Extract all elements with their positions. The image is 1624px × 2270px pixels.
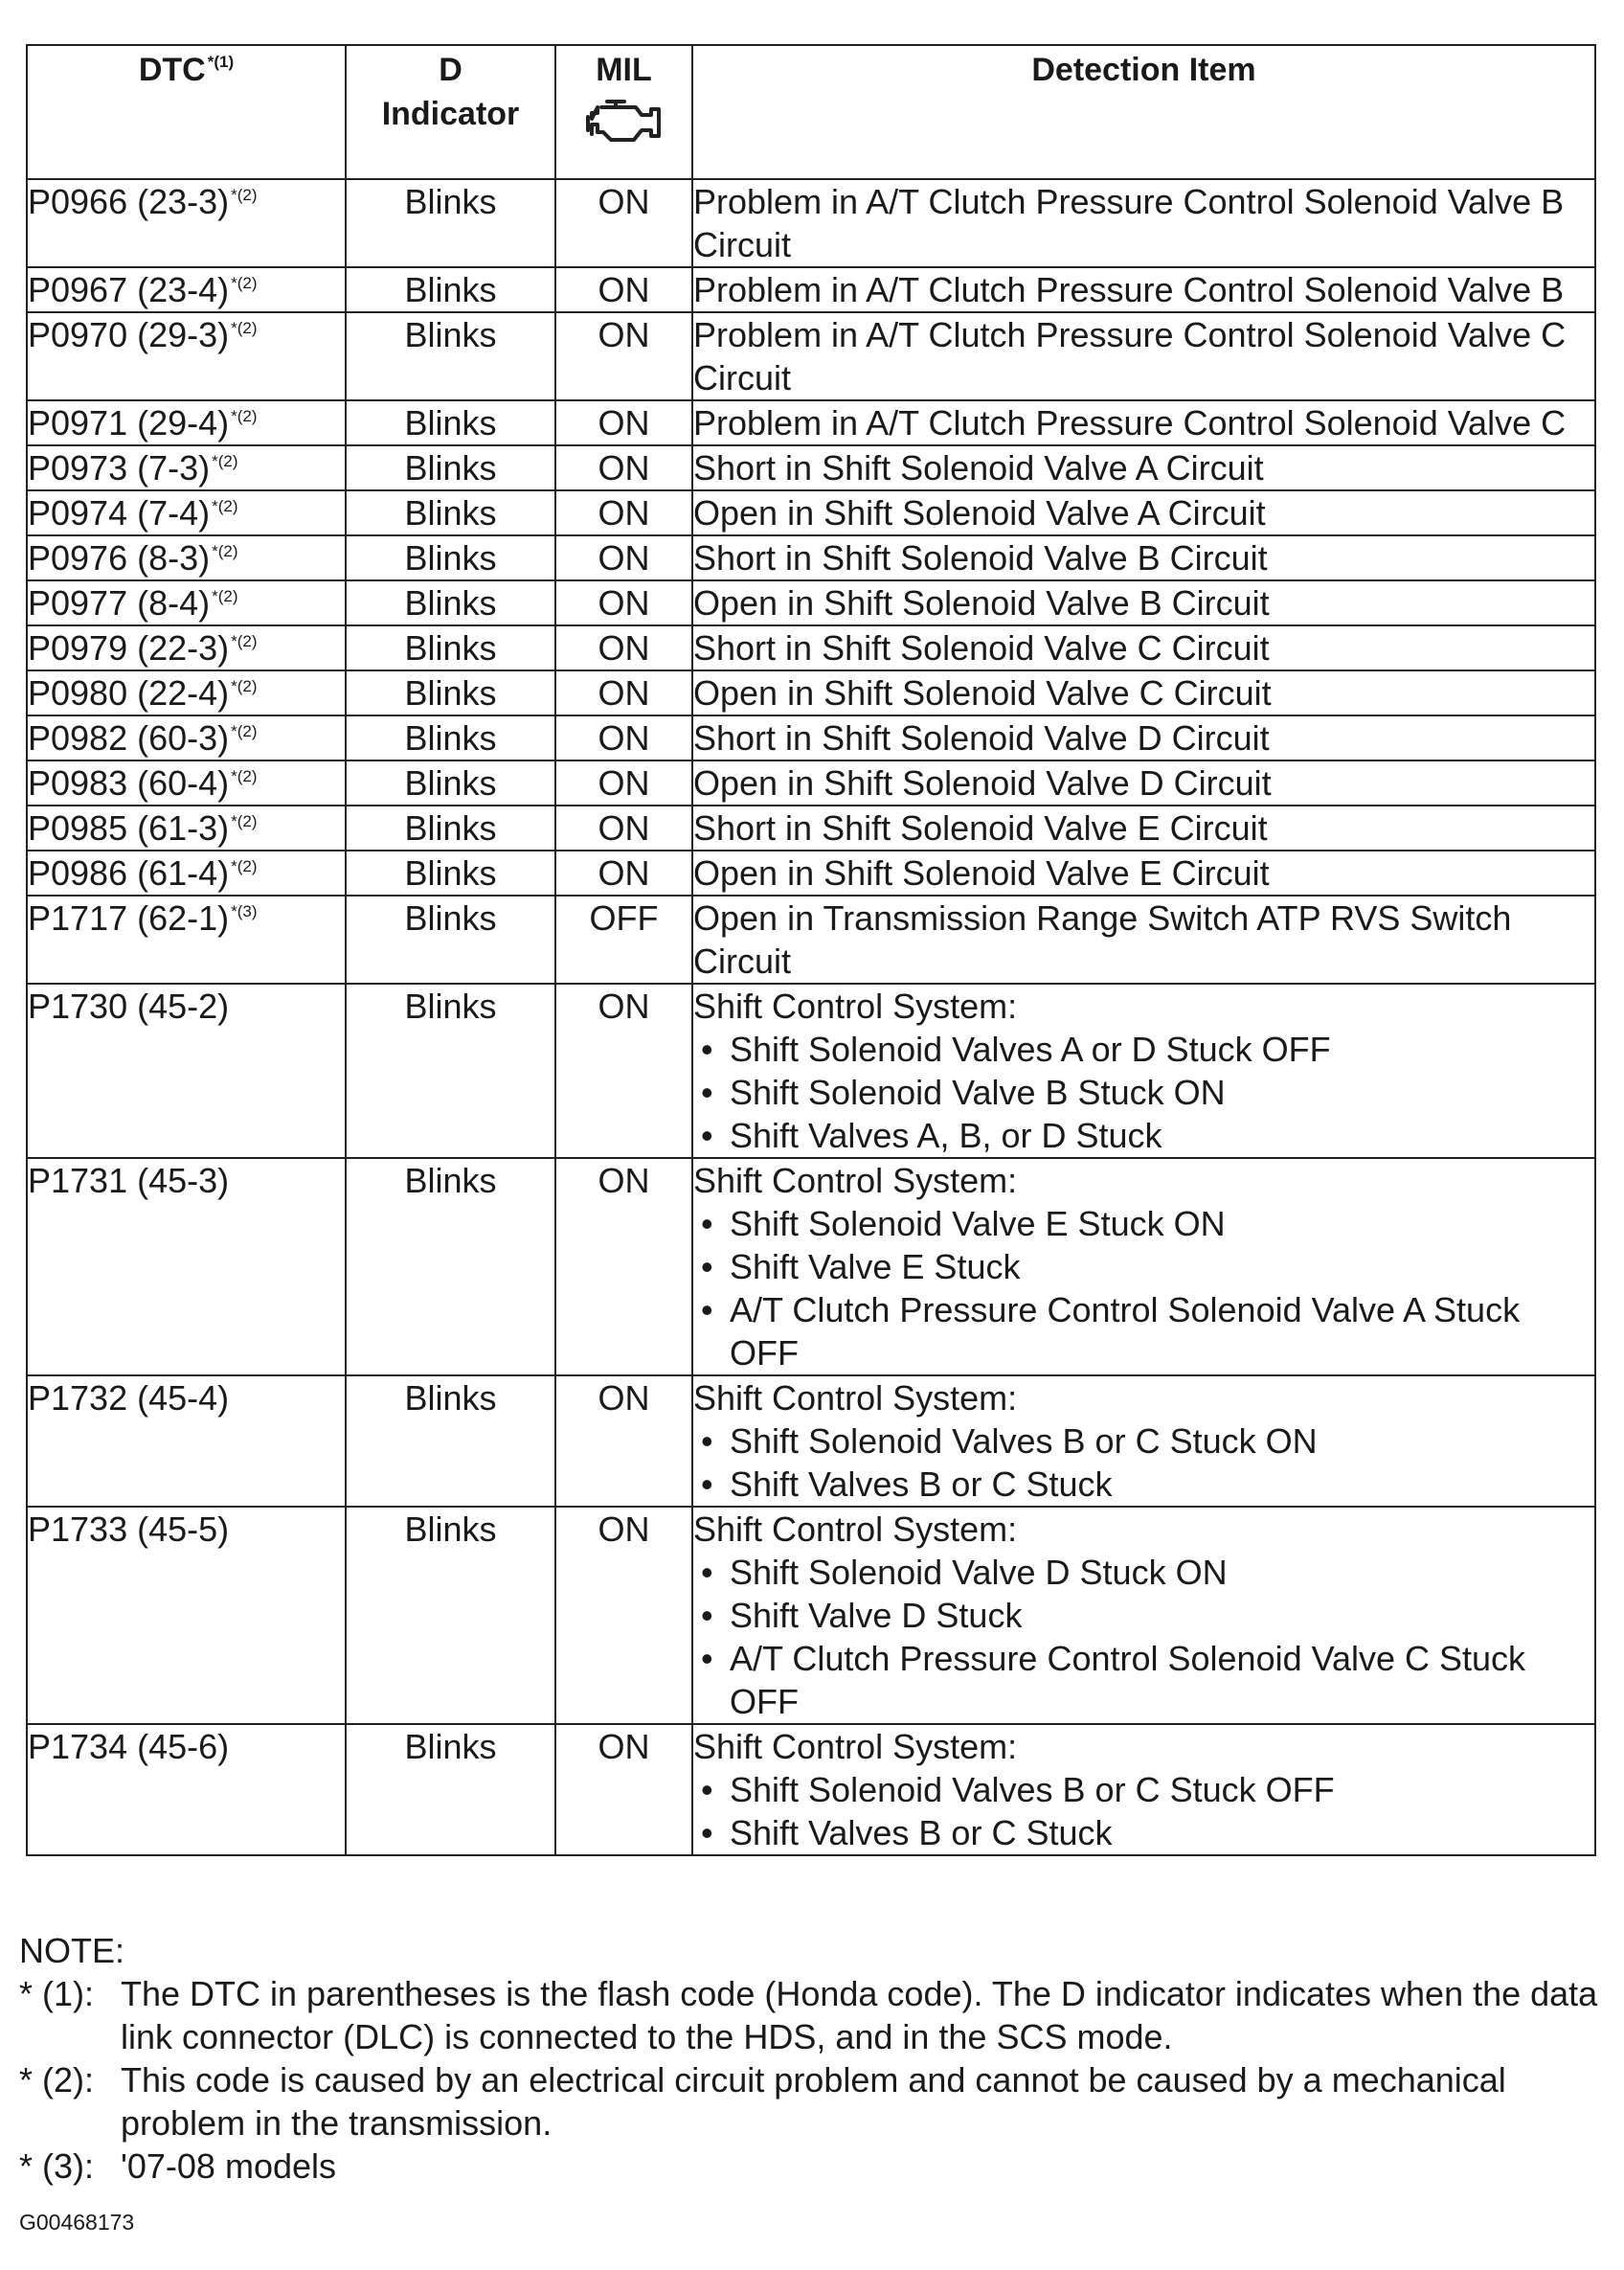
- table-row: [27, 312, 1595, 400]
- detection-item-bullets: [693, 1028, 1594, 1157]
- d-indicator-cell: Blinks: [346, 1507, 555, 1724]
- dtc-footnote-ref: *(2): [212, 452, 238, 470]
- bullet-text: Shift Solenoid Valves B or C Stuck OFF: [730, 1770, 1335, 1809]
- dtc-code-cell: [27, 400, 346, 445]
- detection-item-title: Open in Shift Solenoid Valve A Circuit: [693, 493, 1266, 533]
- header-mil: [555, 45, 692, 179]
- bullet-dot: •: [701, 1464, 713, 1504]
- bullet-text: Shift Solenoid Valves A or D Stuck OFF: [730, 1030, 1331, 1069]
- bullet-text: Shift Valve E Stuck: [730, 1247, 1021, 1286]
- table-row: [27, 984, 1595, 1158]
- dtc-code-cell: [27, 1724, 346, 1855]
- dtc-code-cell: [27, 267, 346, 312]
- bullet-dot: •: [701, 1596, 713, 1635]
- detection-item-cell: [692, 625, 1595, 670]
- list-item: [693, 1288, 1594, 1374]
- detection-item-cell: [692, 1158, 1595, 1375]
- dtc-code-cell: [27, 625, 346, 670]
- mil-status-cell: ON: [555, 806, 692, 851]
- dtc-footnote-ref: *(2): [231, 857, 258, 875]
- detection-item-cell: [692, 312, 1595, 400]
- bullet-text: Shift Solenoid Valve D Stuck ON: [730, 1553, 1228, 1592]
- dtc-code-cell: [27, 580, 346, 625]
- check-engine-icon: [578, 92, 670, 146]
- list-item: [693, 1202, 1594, 1245]
- bullet-dot: •: [701, 1290, 713, 1329]
- detection-item-cell: [692, 490, 1595, 535]
- bullet-dot: •: [701, 1421, 713, 1461]
- dtc-footnote-ref: *(2): [231, 812, 258, 830]
- detection-item-bullets: [693, 1202, 1594, 1374]
- table-header-row: [27, 45, 1595, 179]
- dtc-footnote-ref: *(2): [212, 542, 238, 560]
- detection-item-cell: [692, 715, 1595, 760]
- dtc-code-cell: [27, 535, 346, 580]
- d-indicator-cell: Blinks: [346, 445, 555, 490]
- dtc-code: P0980 (22-4): [28, 673, 230, 713]
- list-item: [693, 1028, 1594, 1071]
- bullet-dot: •: [701, 1116, 713, 1155]
- detection-item-cell: [692, 580, 1595, 625]
- detection-item-cell: [692, 896, 1595, 984]
- d-indicator-cell: Blinks: [346, 1375, 555, 1507]
- table-row: [27, 535, 1595, 580]
- note-item: [19, 2145, 1599, 2188]
- dtc-code: P0974 (7-4): [28, 493, 211, 533]
- detection-item-title: Shift Control System:: [693, 1378, 1018, 1418]
- detection-item-bullets: [693, 1768, 1594, 1854]
- table-row: [27, 670, 1595, 715]
- bullet-text: Shift Solenoid Valves B or C Stuck ON: [730, 1421, 1318, 1461]
- dtc-code-cell: [27, 1507, 346, 1724]
- detection-item-title: Open in Shift Solenoid Valve B Circuit: [693, 583, 1270, 623]
- detection-item-cell: [692, 806, 1595, 851]
- header-d-indicator: [346, 45, 555, 179]
- dtc-table-body: [27, 179, 1595, 1855]
- mil-status-cell: ON: [555, 179, 692, 267]
- dtc-code: P1717 (62-1): [28, 898, 230, 938]
- d-indicator-cell: Blinks: [346, 580, 555, 625]
- detection-item-title: Short in Shift Solenoid Valve D Circuit: [693, 718, 1270, 758]
- dtc-code-cell: [27, 806, 346, 851]
- list-item: [693, 1419, 1594, 1463]
- table-row: [27, 715, 1595, 760]
- dtc-code: P0976 (8-3): [28, 538, 211, 578]
- bullet-dot: •: [701, 1204, 713, 1243]
- detection-item-cell: [692, 851, 1595, 896]
- mil-status-cell: ON: [555, 400, 692, 445]
- note-text: '07-08 models: [121, 2146, 336, 2186]
- d-indicator-cell: Blinks: [346, 670, 555, 715]
- mil-status-cell: ON: [555, 670, 692, 715]
- detection-item-cell: [692, 1724, 1595, 1855]
- detection-item-cell: [692, 179, 1595, 267]
- detection-item-cell: [692, 984, 1595, 1158]
- d-indicator-cell: Blinks: [346, 896, 555, 984]
- mil-status-cell: ON: [555, 535, 692, 580]
- note-item: [19, 2058, 1599, 2145]
- mil-status-cell: ON: [555, 580, 692, 625]
- list-item: [693, 1114, 1594, 1157]
- table-row: [27, 851, 1595, 896]
- detection-item-title: Open in Shift Solenoid Valve D Circuit: [693, 763, 1272, 803]
- d-indicator-cell: Blinks: [346, 490, 555, 535]
- table-row: [27, 806, 1595, 851]
- note-key: * (3):: [19, 2146, 95, 2186]
- bullet-dot: •: [701, 1639, 713, 1678]
- bullet-text: Shift Valves A, B, or D Stuck: [730, 1116, 1162, 1155]
- mil-status-cell: ON: [555, 445, 692, 490]
- dtc-footnote-ref: *(2): [231, 632, 258, 650]
- table-row: [27, 267, 1595, 312]
- dtc-footnote-ref: *(3): [231, 902, 258, 920]
- dtc-code: P0986 (61-4): [28, 853, 230, 893]
- detection-item-title: Problem in A/T Clutch Pressure Control Solenoid Valve B Circuit: [693, 182, 1565, 264]
- bullet-text: Shift Valves B or C Stuck: [730, 1464, 1113, 1504]
- d-indicator-cell: Blinks: [346, 806, 555, 851]
- dtc-code: P0967 (23-4): [28, 270, 230, 309]
- list-item: [693, 1071, 1594, 1114]
- bullet-text: Shift Solenoid Valve B Stuck ON: [730, 1073, 1226, 1112]
- mil-status-cell: OFF: [555, 896, 692, 984]
- dtc-code-cell: [27, 312, 346, 400]
- table-row: [27, 1158, 1595, 1375]
- header-dtc: [27, 45, 346, 179]
- detection-item-bullets: [693, 1551, 1594, 1723]
- note-text: This code is caused by an electrical circuit problem and cannot be caused by a mechanical problem in the transmission.: [121, 2060, 1506, 2143]
- detection-item-cell: [692, 267, 1595, 312]
- note-key: * (1):: [19, 1974, 95, 2013]
- d-indicator-cell: Blinks: [346, 984, 555, 1158]
- list-item: [693, 1637, 1594, 1723]
- dtc-code: P1732 (45-4): [28, 1378, 230, 1418]
- table-row: [27, 896, 1595, 984]
- dtc-code: P0979 (22-3): [28, 628, 230, 668]
- dtc-code-cell: [27, 1375, 346, 1507]
- dtc-footnote-ref: *(2): [212, 587, 238, 605]
- detection-item-cell: [692, 400, 1595, 445]
- header-mil-label: MIL: [596, 52, 652, 88]
- bullet-text: Shift Valve D Stuck: [730, 1596, 1023, 1635]
- dtc-footnote-ref: *(2): [231, 677, 258, 695]
- d-indicator-cell: Blinks: [346, 179, 555, 267]
- detection-item-cell: [692, 1375, 1595, 1507]
- bullet-dot: •: [701, 1770, 713, 1809]
- dtc-code: P0977 (8-4): [28, 583, 211, 623]
- table-row: [27, 625, 1595, 670]
- detection-item-title: Open in Shift Solenoid Valve E Circuit: [693, 853, 1270, 893]
- detection-item-title: Short in Shift Solenoid Valve E Circuit: [693, 808, 1268, 848]
- dtc-code: P0982 (60-3): [28, 718, 230, 758]
- dtc-footnote-ref: *(2): [212, 497, 238, 515]
- mil-status-cell: ON: [555, 625, 692, 670]
- mil-status-cell: ON: [555, 1724, 692, 1855]
- dtc-code: P0983 (60-4): [28, 763, 230, 803]
- detection-item-title: Short in Shift Solenoid Valve A Circuit: [693, 448, 1264, 488]
- table-row: [27, 445, 1595, 490]
- detection-item-title: Short in Shift Solenoid Valve C Circuit: [693, 628, 1270, 668]
- mil-status-cell: ON: [555, 984, 692, 1158]
- notes-heading: NOTE:: [19, 1931, 125, 1970]
- dtc-footnote-ref: *(2): [231, 274, 258, 292]
- detection-item-title: Problem in A/T Clutch Pressure Control Solenoid Valve B: [693, 270, 1565, 309]
- dtc-code-cell: [27, 984, 346, 1158]
- table-row: [27, 1375, 1595, 1507]
- detection-item-cell: [692, 1507, 1595, 1724]
- list-item: [693, 1245, 1594, 1288]
- list-item: [693, 1594, 1594, 1637]
- bullet-text: Shift Valves B or C Stuck: [730, 1813, 1113, 1852]
- dtc-code-cell: [27, 896, 346, 984]
- bullet-dot: •: [701, 1813, 713, 1852]
- d-indicator-cell: Blinks: [346, 535, 555, 580]
- table-row: [27, 580, 1595, 625]
- detection-item-bullets: [693, 1419, 1594, 1506]
- bullet-dot: •: [701, 1553, 713, 1592]
- detection-item-title: Open in Transmission Range Switch ATP RVS Switch Circuit: [693, 898, 1512, 981]
- dtc-code: P1733 (45-5): [28, 1510, 230, 1549]
- detection-item-title: Shift Control System:: [693, 1727, 1018, 1766]
- list-item: [693, 1811, 1594, 1854]
- d-indicator-cell: Blinks: [346, 715, 555, 760]
- dtc-code: P0966 (23-3): [28, 182, 230, 221]
- header-detection-item-label: Detection Item: [1031, 52, 1256, 88]
- dtc-footnote-ref: *(2): [231, 186, 258, 204]
- dtc-code-cell: [27, 851, 346, 896]
- detection-item-title: Shift Control System:: [693, 987, 1018, 1026]
- mil-status-cell: ON: [555, 851, 692, 896]
- mil-status-cell: ON: [555, 490, 692, 535]
- mil-status-cell: ON: [555, 267, 692, 312]
- header-d-indicator-label: D Indicator: [381, 52, 520, 132]
- d-indicator-cell: Blinks: [346, 760, 555, 806]
- dtc-code: P0985 (61-3): [28, 808, 230, 848]
- note-key: * (2):: [19, 2060, 95, 2100]
- dtc-table: [26, 44, 1596, 1856]
- dtc-code-cell: [27, 715, 346, 760]
- list-item: [693, 1768, 1594, 1811]
- dtc-footnote-ref: *(2): [231, 767, 258, 785]
- d-indicator-cell: Blinks: [346, 267, 555, 312]
- detection-item-title: Open in Shift Solenoid Valve C Circuit: [693, 673, 1272, 713]
- d-indicator-cell: Blinks: [346, 1158, 555, 1375]
- detection-item-title: Shift Control System:: [693, 1161, 1018, 1200]
- detection-item-cell: [692, 760, 1595, 806]
- bullet-dot: •: [701, 1030, 713, 1069]
- table-row: [27, 1507, 1595, 1724]
- mil-status-cell: ON: [555, 715, 692, 760]
- bullet-text: Shift Solenoid Valve E Stuck ON: [730, 1204, 1226, 1243]
- mil-status-cell: ON: [555, 312, 692, 400]
- mil-status-cell: ON: [555, 1375, 692, 1507]
- bullet-dot: •: [701, 1247, 713, 1286]
- dtc-code-cell: [27, 179, 346, 267]
- dtc-code-cell: [27, 1158, 346, 1375]
- d-indicator-cell: Blinks: [346, 1724, 555, 1855]
- dtc-footnote-ref: *(2): [231, 407, 258, 425]
- dtc-footnote-ref: *(2): [231, 319, 258, 337]
- list-item: [693, 1463, 1594, 1506]
- mil-status-cell: ON: [555, 1158, 692, 1375]
- dtc-footnote-ref: *(2): [231, 722, 258, 740]
- detection-item-cell: [692, 535, 1595, 580]
- dtc-code: P1730 (45-2): [28, 987, 230, 1026]
- bullet-text: A/T Clutch Pressure Control Solenoid Valve C Stuck OFF: [730, 1639, 1526, 1721]
- note-text: The DTC in parentheses is the flash code (Honda code). The D indicator indicates when the data link connector (DLC) is connected to the HDS, and in the SCS mode.: [121, 1974, 1598, 2056]
- dtc-code-cell: [27, 445, 346, 490]
- header-dtc-label: DTC: [138, 52, 206, 88]
- mil-status-cell: ON: [555, 1507, 692, 1724]
- dtc-code: P0970 (29-3): [28, 315, 230, 354]
- detection-item-cell: [692, 445, 1595, 490]
- table-row: [27, 490, 1595, 535]
- dtc-code-cell: [27, 760, 346, 806]
- table-row: [27, 760, 1595, 806]
- d-indicator-cell: Blinks: [346, 851, 555, 896]
- bullet-dot: •: [701, 1073, 713, 1112]
- list-item: [693, 1551, 1594, 1594]
- d-indicator-cell: Blinks: [346, 400, 555, 445]
- bullet-text: A/T Clutch Pressure Control Solenoid Valve A Stuck OFF: [730, 1290, 1521, 1373]
- detection-item-title: Problem in A/T Clutch Pressure Control Solenoid Valve C: [693, 403, 1567, 443]
- detection-item-title: Problem in A/T Clutch Pressure Control Solenoid Valve C Circuit: [693, 315, 1567, 397]
- dtc-code: P0971 (29-4): [28, 403, 230, 443]
- dtc-code: P1734 (45-6): [28, 1727, 230, 1766]
- table-row: [27, 179, 1595, 267]
- table-row: [27, 1724, 1595, 1855]
- figure-id: G00468173: [19, 2210, 135, 2235]
- header-detection-item: [692, 45, 1595, 179]
- table-row: [27, 400, 1595, 445]
- header-dtc-footnote-ref: *(1): [207, 53, 235, 71]
- d-indicator-cell: Blinks: [346, 625, 555, 670]
- detection-item-cell: [692, 670, 1595, 715]
- dtc-code-cell: [27, 670, 346, 715]
- mil-status-cell: ON: [555, 760, 692, 806]
- notes-list: [19, 1972, 1599, 2188]
- d-indicator-cell: Blinks: [346, 312, 555, 400]
- note-item: [19, 1972, 1599, 2058]
- dtc-code-cell: [27, 490, 346, 535]
- notes-section: [19, 1929, 1599, 2188]
- detection-item-title: Short in Shift Solenoid Valve B Circuit: [693, 538, 1268, 578]
- dtc-code: P1731 (45-3): [28, 1161, 230, 1200]
- dtc-code: P0973 (7-3): [28, 448, 211, 488]
- detection-item-title: Shift Control System:: [693, 1510, 1018, 1549]
